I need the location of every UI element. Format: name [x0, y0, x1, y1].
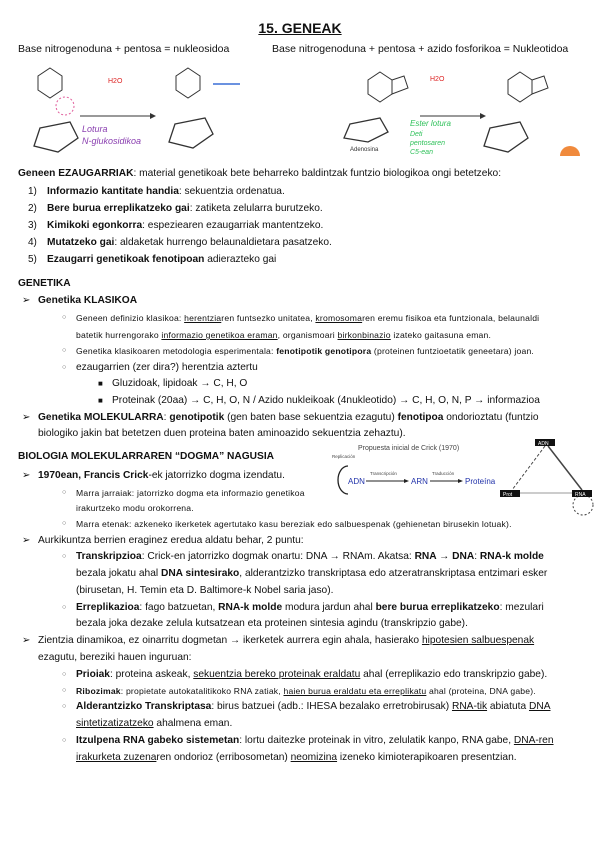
text-segment: ondorioztatu (funtzio [443, 412, 539, 423]
text-segment: Genetika KLASIKOA [38, 295, 138, 306]
text-segment: DNA-ren [513, 735, 554, 746]
text-line [76, 517, 512, 531]
ester-label: C5-ean [410, 149, 433, 156]
text-segment: sintetizatizatzeko [76, 718, 154, 729]
text-line [76, 617, 468, 631]
text-segment: : proteina askeak, [109, 669, 194, 680]
arrow-bullet-icon: ➢ [22, 470, 31, 481]
text-segment: informazio genetikoa eraman [161, 330, 278, 340]
text-segment: : material genetikoak bete beharreko baldintzak funtzio biologikoa ongi betetzeko: [133, 168, 502, 179]
diagram-title: Propuesta inicial de Crick (1970) [358, 445, 460, 452]
text-segment: bezala jokatu ahal [76, 568, 161, 579]
text-segment: : zatiketa zelularra burutzeko. [189, 203, 323, 214]
text-line [76, 486, 305, 500]
text-line [47, 219, 323, 233]
text-line [76, 550, 544, 564]
ester-label: Ester lotura [410, 119, 451, 128]
cytosine-ring [38, 68, 62, 98]
circle-bullet-icon: ○ [62, 520, 67, 527]
water-label-2: H2O [430, 76, 445, 83]
text-segment: ahal (proteina, DNA gabe). [426, 686, 536, 696]
circle-bullet-icon: ○ [62, 364, 67, 371]
text-line [112, 377, 247, 391]
circle-bullet-icon: ○ [62, 687, 67, 694]
text-segment: irakurketa zuzena [76, 752, 157, 763]
circle-bullet-icon: ○ [62, 737, 67, 744]
text-segment: (proteinen funtzioetatik geneetara) joan. [371, 346, 535, 356]
text-segment: Informazio kantitate handia [47, 186, 179, 197]
text-segment: Marra jarraiak: jatorrizko dogma eta informazio genetikoa [76, 488, 305, 498]
square-bullet-icon: ■ [98, 379, 103, 388]
text-segment: -ek jatorrizko dogma izendatu. [148, 470, 285, 481]
ester-label: pentosaren [410, 140, 446, 147]
text-segment: sekuentzia bereko proteinak eraldatu [193, 669, 361, 680]
text-segment: : propietate autokatalitikoko RNA zatiak, [120, 686, 284, 696]
text-segment: Gluzidoak, lipidoak → C, H, O [112, 378, 248, 389]
ribose-ring-2 [169, 118, 213, 148]
text-line [76, 684, 536, 698]
text-segment: haien burua eraldatu eta erreplikatu [283, 686, 427, 696]
text-line [38, 634, 534, 648]
text-segment: ren funtsezko unitatea, [221, 313, 316, 323]
text-line [76, 751, 517, 765]
bond-label: N-glukosidikoa [82, 136, 142, 146]
text-line [38, 294, 137, 308]
text-line [112, 394, 540, 408]
text-segment: Prioiak [76, 669, 110, 680]
text-segment: Zientzia dinamikoa, ez oinarritu dogmetan → ikerketek aurrera egin ahala, hasierako [38, 635, 422, 646]
text-segment: , organismoari [277, 330, 338, 340]
page-title: 15. GENEAK [258, 20, 342, 36]
text-segment: : birus batzuei (adb.: IHESA bezalako erretrobirusak) [211, 701, 452, 712]
text-segment: : sekuentzia ordenatua. [178, 186, 285, 197]
bond-label: Lotura [82, 124, 108, 134]
arn-label: ARN [411, 477, 428, 486]
text-line [76, 328, 491, 342]
text-segment: (birusetan, H. Temin eta D. Baltimore-k Nobel saria jaso). [76, 585, 334, 596]
text-line [38, 651, 192, 665]
text-segment: : espeziearen ezaugarriak mantentzeko. [142, 220, 324, 231]
text-segment: izeneko kimioterapikoaren presentzian. [337, 752, 517, 763]
text-segment: Marra etenak: azkeneko ikerketek agertutako kasu bereziak edo salbuespenak (gehienetan birusekin lotuak). [76, 519, 512, 529]
text-segment: 1970ean, Francis Crick [38, 470, 149, 481]
ester-label: Deti [410, 131, 423, 138]
text-segment: hipotesien salbuespenak [421, 635, 535, 646]
text-segment: ezaugarrien (zer dira?) herentzia aztertu [76, 362, 258, 373]
text-segment: irakurtzeko modu orokorrena. [76, 503, 194, 513]
triangle-top-label: ADN [538, 441, 549, 447]
adenine-ring-5 [392, 76, 408, 94]
text-segment: ren ondorioz (erribosometan) [156, 752, 291, 763]
arrow-bullet-icon: ➢ [22, 412, 31, 423]
text-segment: Geneen definizio klasikoa: [76, 313, 185, 323]
text-segment: abiatuta [487, 701, 529, 712]
text-segment: Genetika klasikoaren metodologia esperimentala: [76, 346, 277, 356]
arrow-bullet-icon: ➢ [22, 635, 31, 646]
list-number: 3) [28, 220, 37, 231]
text-segment: Kimikoki egonkorra [47, 220, 143, 231]
text-line [47, 202, 323, 216]
text-segment: Itzulpena RNA gabeko sistemetan [76, 735, 240, 746]
text-segment: : Crick-en jatorrizko dogmak onartu: DNA → RNAm. Akatsa: [141, 551, 415, 562]
text-segment: ahal (erreplikazio edo transkripzio gabe). [360, 669, 548, 680]
arrow-bullet-icon: ➢ [22, 535, 31, 546]
text-segment: Bere burua erreplikatzeko gai [47, 203, 190, 214]
text-segment: DNA sintesirako [160, 568, 240, 579]
subtitle-nucleotide: Base nitrogenoduna + pentosa + azido fosforikoa = Nukleotidoa [272, 43, 569, 55]
reaction-arrow-icon [150, 113, 156, 119]
text-line [38, 534, 304, 548]
text-segment: fenotipotik genotipora [276, 346, 372, 356]
subtitle-nucleoside: Base nitrogenoduna + pentosa = nukleosidoa [18, 43, 230, 55]
text-line [38, 427, 406, 441]
text-line [38, 411, 539, 425]
text-segment: DNA [528, 701, 551, 712]
text-segment: birkonbinazio [337, 330, 391, 340]
text-segment: ezagutu, bereziki hauen inguruan: [38, 652, 192, 663]
text-segment: kromosoma [315, 313, 363, 323]
adenine-ring [368, 72, 392, 102]
central-dogma-diagram [320, 438, 600, 518]
text-segment: Mutatzeko gai [47, 237, 115, 248]
text-line [76, 344, 534, 358]
text-segment: : aldaketak hurrengo belaunaldietara pasatzeko. [114, 237, 332, 248]
text-line [76, 601, 544, 615]
text-line [18, 450, 274, 464]
ribose-ring-4 [484, 122, 528, 152]
arrow-bullet-icon: ➢ [22, 295, 31, 306]
text-segment: Transkripzioa [76, 551, 142, 562]
text-segment: : fago batzuetan, [139, 602, 219, 613]
text-line [76, 311, 539, 325]
text-segment: (gen baten base sekuentzia ezagutu) [224, 412, 398, 423]
text-segment: Ezaugarri genetikoak fenotipoan [47, 254, 205, 265]
text-segment: herentzia [184, 313, 222, 323]
text-line [76, 717, 232, 731]
circle-bullet-icon: ○ [62, 347, 67, 354]
list-number: 4) [28, 237, 37, 248]
orange-circle-icon [560, 146, 580, 156]
circle-bullet-icon: ○ [62, 553, 67, 560]
text-segment: bezala joka dezake zelula kutsatzean eta proteinen sintesia agindu (transkripzio gabe). [76, 618, 468, 629]
adenosina-label: Adenosina [350, 147, 379, 153]
nucleotide-formation-figure [0, 56, 600, 156]
text-segment: ahalmena eman. [153, 718, 233, 729]
ribose-ring [34, 122, 78, 152]
text-segment: RNA → DNA [414, 551, 475, 562]
text-line [18, 167, 501, 181]
list-number: 1) [28, 186, 37, 197]
text-segment: , alderantzizko transkriptasa edo atzeratranskriptasa entzimari esker [239, 568, 548, 579]
text-line [76, 361, 258, 375]
text-segment: izateko gaitasuna eman. [390, 330, 492, 340]
text-segment: fenotipoa [397, 412, 444, 423]
square-bullet-icon: ■ [98, 396, 103, 405]
text-line [76, 734, 554, 748]
cytosine-ring-2 [176, 68, 200, 98]
water-label: H2O [108, 78, 123, 85]
text-segment: RNA-k molde [218, 602, 283, 613]
text-segment: modura jardun ahal [282, 602, 376, 613]
text-segment: GENETIKA [18, 278, 71, 289]
text-segment: Geneen EZAUGARRIAK [18, 168, 134, 179]
text-line [76, 700, 551, 714]
text-segment: neomizina [290, 752, 338, 763]
text-segment: Genetika MOLEKULARRA [38, 412, 164, 423]
text-segment: batetik hurrengorako [76, 330, 162, 340]
text-line [76, 668, 547, 682]
text-line [47, 185, 285, 199]
text-segment: biologiko jakin bat betetzen duen proteina baten aminoazido sekuentzia zehaztu). [38, 428, 406, 439]
circle-bullet-icon: ○ [62, 703, 67, 710]
text-segment: RNA-tik [451, 701, 488, 712]
text-segment: adierazteko gai [204, 254, 277, 265]
adenine-ring-5-2 [532, 76, 548, 94]
adenine-ring-2 [508, 72, 532, 102]
text-segment: BIOLOGIA MOLEKULARRAREN “DOGMA” NAGUSIA [18, 451, 275, 462]
text-line [76, 567, 547, 581]
text-line [76, 501, 194, 515]
list-number: 2) [28, 203, 37, 214]
adn-label: ADN [348, 477, 365, 486]
text-segment: : lortu daitezke proteinak in vitro, zelulatik kanpo, RNA gabe, [239, 735, 514, 746]
text-line [47, 253, 276, 267]
text-segment: : [163, 412, 170, 423]
text-segment: : mezulari [499, 602, 544, 613]
circle-bullet-icon: ○ [62, 489, 67, 496]
text-segment: Alderantzizko Transkriptasa [76, 701, 212, 712]
replication-label: Replicación [332, 454, 356, 459]
text-line [38, 469, 285, 483]
text-segment: : [474, 551, 480, 562]
text-line [76, 584, 333, 598]
circle-bullet-icon: ○ [62, 671, 67, 678]
text-line [18, 277, 71, 291]
reaction-arrow-icon [480, 113, 486, 119]
circle-bullet-icon: ○ [62, 604, 67, 611]
text-segment: Proteinak (20aa) → C, H, O, N / Azido nukleikoak (4nukleotido) → C, H, O, N, P → informazioa [112, 395, 540, 406]
protein-label: Proteína [465, 477, 496, 486]
text-line [47, 236, 332, 250]
translation-label: Traducción [432, 471, 455, 476]
text-segment: ren eremu fisikoa eta funtzionala, belaunaldi [362, 313, 540, 323]
ribose-ring-3 [344, 118, 388, 142]
triangle-left-label: Prot [503, 492, 513, 498]
text-segment: Ribozimak [76, 686, 121, 696]
transcription-label: Transcripción [370, 471, 397, 476]
triangle-right-label: RNA [575, 492, 586, 498]
text-segment: bere burua erreplikatzeko [375, 602, 500, 613]
circle-bullet-icon: ○ [62, 314, 67, 321]
list-number: 5) [28, 254, 37, 265]
text-segment: RNA-k molde [479, 551, 544, 562]
text-segment: Erreplikazioa [76, 602, 140, 613]
text-segment: Aurkikuntza berrien eraginez eredua aldatu behar, 2 puntu: [38, 535, 304, 546]
text-segment: genotipotik [169, 412, 225, 423]
